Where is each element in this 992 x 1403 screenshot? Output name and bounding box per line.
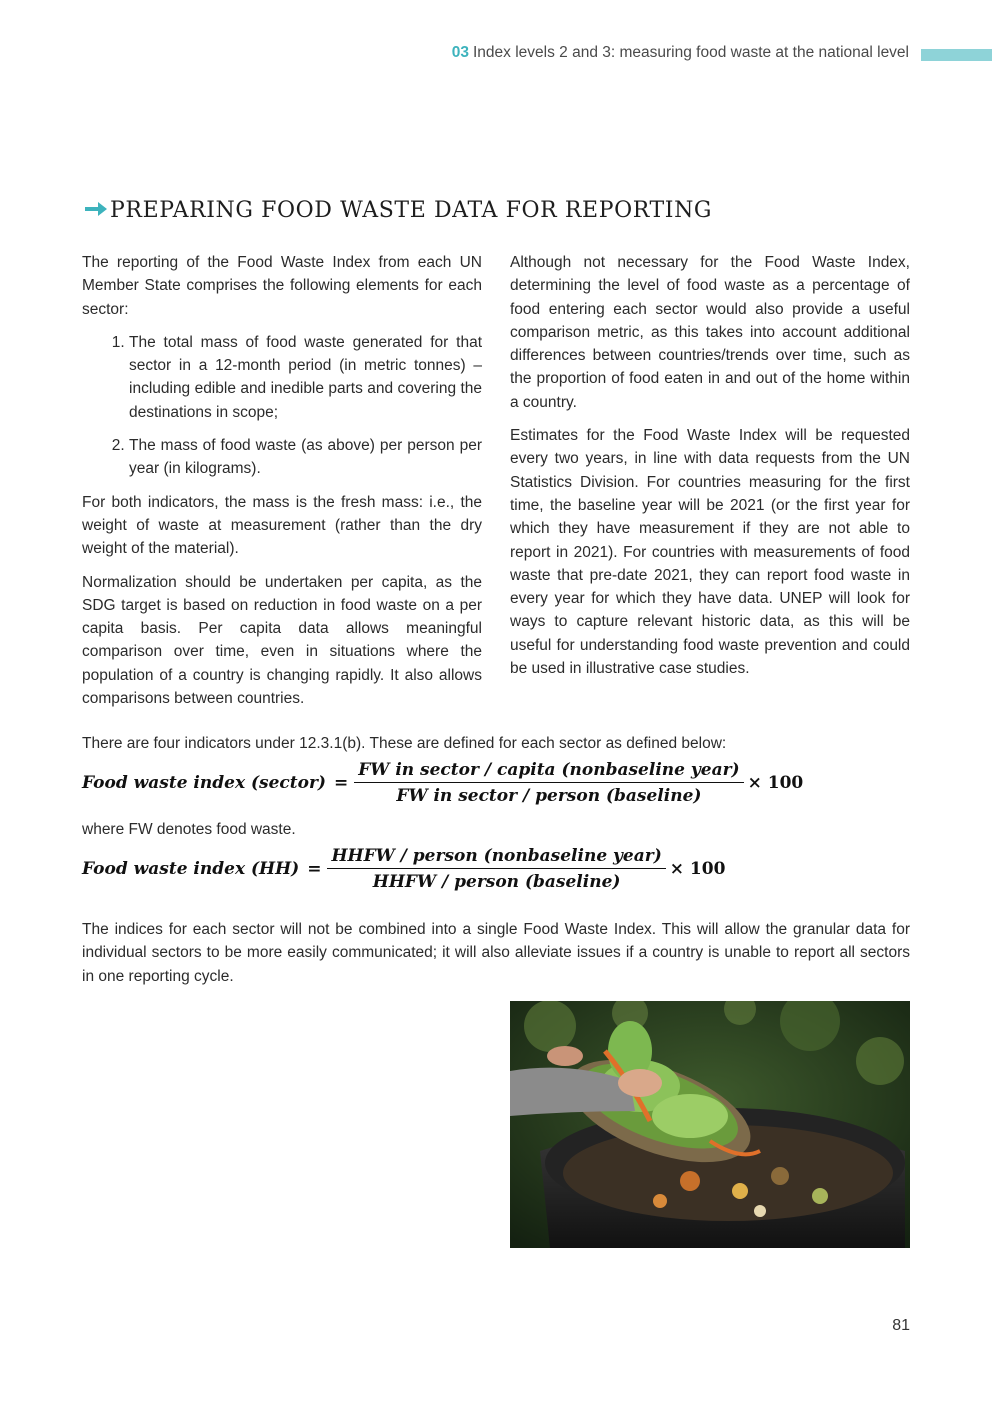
formula-household: [82, 846, 725, 892]
normalization-paragraph: Normalization should be undertaken per capita, as the SDG target is based on reduction in food waste on a per capita basis. Per capita data allows meaningful comparison over time, even in situations where the population of a country is changing rapidly. It also allows comparisons between countries.: [82, 573, 482, 708]
fresh-mass-paragraph: For both indicators, the mass is the fresh mass: i.e., the weight of waste at measurement (rather than the dry weight of the material).: [82, 493, 482, 558]
estimates-paragraph: Estimates for the Food Waste Index will be requested every two years, in line with data requests from the UN Statistics Division. For countries measuring for the first time, the baseline year will be 2021 (or the first year for which they have measurement if they are not able to report in 2021). For countries with measurements of food waste that pre-date 2021, they can report food waste in every year for which they have data. UNEP will look for ways to capture relevant historic data, as this will be useful for understanding food waste prevention and could be used in illustrative case studies.: [510, 427, 910, 678]
formula-hh-multiplier: × 100: [669, 859, 726, 879]
arrow-right-icon: [84, 199, 108, 219]
left-column: [82, 251, 482, 720]
formula-sector-numerator: FW in sector / capita (nonbaseline year): [354, 760, 743, 783]
formula-sector-lhs: Food waste index (sector): [82, 773, 326, 793]
chapter-title: Index levels 2 and 3: measuring food waste at the national level: [473, 44, 909, 61]
closing-paragraph: The indices for each sector will not be combined into a single Food Waste Index. This will allow the granular data for individual sectors to be more easily communicated; it will also alleviate issues if a country is unable to report all sectors in one reporting cycle.: [82, 921, 910, 985]
formula-sector-denominator: FW in sector / person (baseline): [396, 786, 702, 806]
page-number: 81: [892, 1317, 910, 1334]
header-accent-bar: [921, 49, 992, 61]
reporting-intro-paragraph: The reporting of the Food Waste Index from each UN Member State comprises the following elements for each sector:: [82, 254, 482, 318]
section-title: [84, 198, 712, 223]
formula-sector: [82, 760, 803, 806]
fw-definition-note: where FW denotes food waste.: [82, 821, 296, 838]
percentage-metric-paragraph: Although not necessary for the Food Waste Index, determining the level of food waste as a percentage of food entering each sector would also provide a useful comparison metric, as this takes into account additional differences between countries/trends over time, such as the proportion of food eaten in and out of the home within a country.: [510, 254, 910, 411]
chapter-number: 03: [451, 44, 469, 61]
list-item: 2. The mass of food waste (as above) per person per year (in kilograms).: [129, 434, 482, 481]
formula-hh-equals: =: [307, 859, 322, 879]
formula-hh-denominator: HHFW / person (baseline): [372, 872, 621, 892]
page-header: [0, 42, 992, 66]
compost-bin-photo: [510, 1001, 910, 1248]
formula-sector-fraction: [354, 760, 743, 806]
formula-sector-multiplier: × 100: [747, 773, 804, 793]
formula-sector-equals: =: [333, 773, 349, 793]
compost-photo-illustration: [510, 1001, 910, 1248]
formula-hh-fraction: [327, 846, 665, 892]
reporting-elements-list: [82, 331, 482, 481]
chapter-heading: [452, 44, 909, 62]
section-title-text: PREPARING FOOD WASTE DATA FOR REPORTING: [110, 198, 713, 223]
formula-hh-numerator: HHFW / person (nonbaseline year): [327, 846, 665, 869]
formula-hh-lhs: Food waste index (HH): [82, 859, 300, 879]
indicators-intro: There are four indicators under 12.3.1(b). These are defined for each sector as defined below:: [82, 735, 727, 752]
right-column: [510, 251, 910, 690]
list-item: 1. The total mass of food waste generated for that sector in a 12-month period (in metric tonnes) – including edible and inedible parts and covering the destinations in scope;: [129, 331, 482, 424]
